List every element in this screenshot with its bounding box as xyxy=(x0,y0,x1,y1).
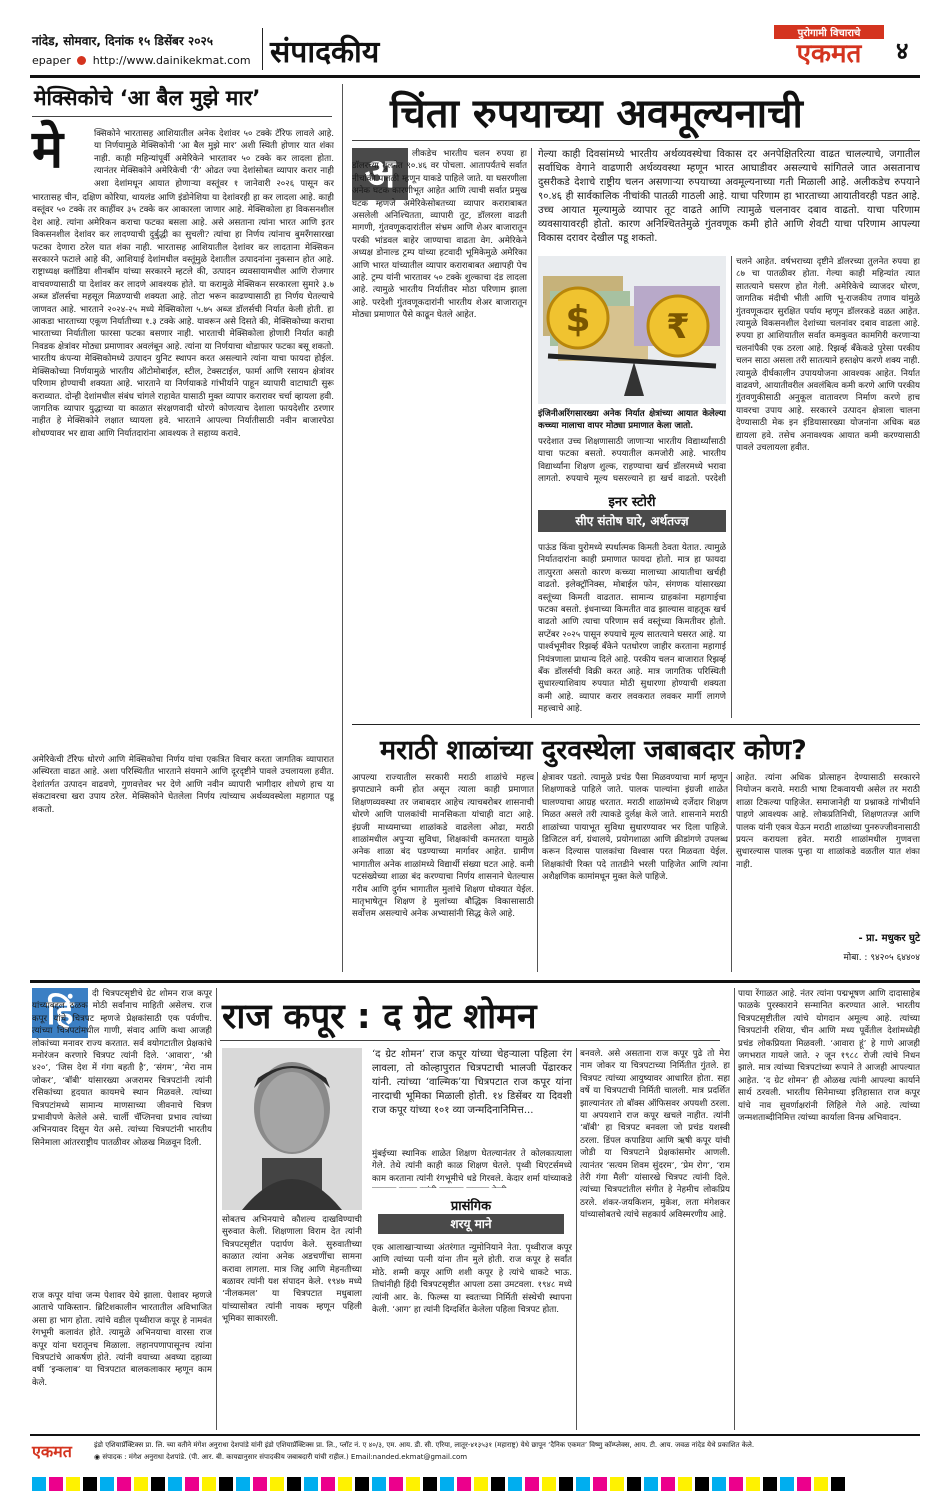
color-swatch xyxy=(491,1477,505,1491)
schools-signature: - प्रा. मधुकर घुटे xyxy=(858,933,920,944)
color-swatch xyxy=(389,1477,403,1491)
schools-col1: आपल्या राज्यातील सरकारी मराठी शाळांचे महत्त्व झपाट्याने कमी होत असून त्याला काही प्रमाणात शिक्षणव्यवस्था तर जबाबदार आहेच त्याचबरोबर शासनाची धोरणे आणि पालकांची मानसिकता यांचाही वाटा आहे. इंग्रजी माध्यमाच्या शाळांकडे वाढलेला ओढा, मराठी शाळांमधील अपुऱ्या सुविधा, शिक्षकांची कमतरता यामुळे अनेक शाळा बंद पडण्याच्या मार्गावर आहेत. ग्रामीण भागातील अनेक शाळांमध्ये विद्यार्थी संख्या घटत आहे. कमी पटसंख्येच्या शाळा बंद करण्याचा निर्णय शासनाने घेतल्यास गरीब आणि दुर्गम भागातील मुलांचे शिक्षण धोक्यात येईल. मातृभाषेतून शिक्षण हे मुलांच्या बौद्धिक विकासासाठी सर्वोत्तम असल्याचे अनेक अभ्यासांनी सिद्ध केले आहे. xyxy=(352,773,534,920)
top-story-col1: लीकडेच भारतीय चलन रुपया हा डॉलरच्या तुलनेत ९०.४६ वर पोचला. आतापर्यंतचे सर्वात नीचांकी पातळी म्हणून याकडे पाहिले जाते. या घसरणीला अनेक घटक कारणीभूत आहेत आणि त्याची सर्वात प्रमुख घटक म्हणजे अमेरिकेसोबतच्या व्यापार कराराबाबत असलेली अनिश्चितता, व्यापारी तूट, डॉलरला वाढती मागणी, गुंतवणूकदारांतील संभ्रम आणि शेअर बाजारातून परकी भांडवल बाहेर जाण्याचा वाढता वेग. अमेरिकेने अध्यक्ष डोनाल्ड ट्रम्प यांच्या हटवादी भूमिकेमुळे अमेरिका आणि भारत यांच्यातील व्यापार कराराबाबत अद्यापही पेच आहे. ट्रम्प यांनी भारतावर ५० टक्के शुल्काचा दंड लादला आहे. त्यामुळे भारतीय निर्यातीवर मोठा परिणाम झाला आहे. परदेशी गुंतवणूकदारांनी भारतीय शेअर बाजारातून मोठ्या प्रमाणात पैसे काढून घेतले आहेत. xyxy=(352,149,527,321)
color-swatch xyxy=(287,1477,301,1491)
left-dropcap: मे xyxy=(32,120,64,180)
left-tail: अमेरिकेची टॅरिफ धोरणे आणि मेक्सिकोचा निर्णय यांचा एकत्रित विचार करता जागतिक व्यापारात अस्थिरता वाढत आहे. अशा परिस्थितीत भारताने संयमाने आणि दूरदृष्टीने पावले उचलायला हवीत. देशांतर्गत उत्पादन वाढवणे, गुणवत्तेवर भर देणे आणि नवीन व्यापारी भागीदार शोधणे हाच या संकटावरचा खरा उपाय ठरेल. मेक्सिकोने घेतलेला निर्णय त्यांच्याच अर्थव्यवस्थेला महागात पडू शकतो. xyxy=(32,755,334,815)
rupee-illustration xyxy=(538,256,726,404)
raj-col1: दी चित्रपटसृष्टीचे ग्रेट शोमन राज कपूर यांच्याबद्दल ठळक मोठी सर्वांनाच माहिती असेलच. राज कपूर यांचे चित्रपट म्हणजे प्रेक्षकांसाठी एक पर्वणीच. त्यांच्या चित्रपटांमधील गाणी, संवाद आणि कथा आजही लोकांच्या मनावर राज्य करतात. सर्व वयोगटातील प्रेक्षकांचे मनोरंजन करणारे चित्रपट त्यांनी दिले. ‘आवारा’, ‘श्री ४२०’, ‘जिस देश में गंगा बहती है’, ‘संगम’, ‘मेरा नाम जोकर’, ‘बॉबी’ यांसारख्या अजरामर चित्रपटांनी त्यांनी रसिकांच्या हृदयात कायमचे स्थान मिळवले. त्यांच्या चित्रपटांमध्ये सामान्य माणसाच्या जीवनाचे चित्रण प्रभावीपणे केलेले असे. चार्ली चॅप्लिनचा प्रभाव त्यांच्या अभिनयावर दिसून येत असे. त्यांच्या चित्रपटांनी भारतीय सिनेमाला आंतरराष्ट्रीय पातळीवर ओळख मिळवून दिली. xyxy=(32,989,212,1148)
epaper-label: epaper xyxy=(32,54,71,67)
color-swatch xyxy=(219,1477,233,1491)
color-swatch xyxy=(117,1477,131,1491)
left-body: भारतासह चीन, दक्षिण कोरिया, थायलंड आणि इंडोनेशिया या देशांवरही हा कर लादला आहे. काही वस्तूंवर ५० टक्के तर काहींवर ३५ टक्के कर आकारला जाणार आहे. मेक्सिकोला हा विकसनशील देश आहे. त्यांना अमेरिकन कराचा फटका बसला आहे. असे असताना त्यांना भारत आणि इतर विकसनशील देशांवर कर लादण्याची दुर्बुद्धी का सुचली? त्यांचा हा निर्णय त्यांनाच बुमरँगसारखा फटका देणारा ठरेल यात शंका नाही. भारतासह आशियातील देशांवर कर लादताना मेक्सिकन सरकारने फटाले आहे की, आशियाई देशांमधील वस्तूंमुळे देशातील उत्पादनांना नुकसान होत आहे. राष्ट्राध्यक्ष क्लॉडिया शीनबॉम यांच्या सरकारने म्हटले की, उत्पादन व्यवसायामधील आणि रोजगार वाचवण्यासाठी या देशांवर कर लादणे आवश्यक होते. या करामुळे मेक्सिकन सरकारला सुमारे ३.७ अब्ज डॉलर्सचा महसूल मिळण्याची शक्यता आहे. तोटा भरून काढण्यासाठी हा निर्णय घेतल्याचे जाणवत आहे. भारताने २०२४-२५ मध्ये मेक्सिकोला ५.७५ अब्ज डॉलर्सची निर्यात केली होती. हा आकडा भारताच्या एकूण निर्यातीच्या १.३ टक्के आहे. यावरून असे दिसते की, मेक्सिकोच्या कराचा भारताच्या निर्यातीला फारसा फटका बसणार नाही. भारताची मेक्सिकोला होणारी निर्यात काही निवडक क्षेत्रांवर मोठ्या प्रमाणावर अवलंबून आहे. त्यांना या निर्णयाचा थोडाफार फटका बसू शकतो. भारतीय कंपन्या मेक्सिकोमध्ये उत्पादन युनिट स्थापन करत असल्याने त्यांना याचा फायदा होईल. मेक्सिकोच्या निर्णयामुळे भारतीय ऑटोमोबाईल, स्टील, टेक्सटाईल, फार्मा आणि रसायन क्षेत्रांवर परिणाम होण्याची शक्यता आहे. भारताने या निर्णयाकडे गांभीर्याने पाहून व्यापारी वाटाघाटी सुरू कराव्यात. दोन्ही देशांमधील संबंध चांगले राहावेत यासाठी मुक्त व्यापार करारावर चर्चा व्हायला हवी. जागतिक व्यापार युद्धाच्या या काळात संरक्षणवादी धोरणे कोणत्याच देशाला फायदेशीर ठरणार नाहीत हे मेक्सिकोने लक्षात घ्यायला हवे. भारताने आपल्या निर्यातीसाठी नवीन बाजारपेठा शोधण्यावर भर द्यावा आणि निर्यातदारांना आवश्यक ते सहाय्य करावे. xyxy=(32,193,334,439)
raj-col1b: राज कपूर यांचा जन्म पेशावर येथे झाला. पेशावर म्हणजे आताचे पाकिस्तान. ब्रिटिशकालीन भारतातील अविभाजित असा हा भाग होता. त्यांचे वडील पृथ्वीराज कपूर हे नामवंत रंगभूमी कलावंत होते. त्यामुळे अभिनयाचा वारसा राज कपूर यांना घरातूनच मिळाला. लहानपणापासूनच त्यांना चित्रपटांचे आकर्षण होते. त्यांनी वयाच्या अवघ्या दहाव्या वर्षी ‘इन्कलाब’ या चित्रपटात बालकलाकार म्हणून काम केले. xyxy=(32,1291,212,1388)
top-story-lead: गेल्या काही दिवसांमध्ये भारतीय अर्थव्यवस्थेचा विकास दर अनपेक्षितरित्या वाढत चालल्याचे, जगातील सर्वाधिक वेगाने वाढणारी अर्थव्यवस्था म्हणून भारत आघाडीवर असल्याचे सांगितले जात असतानाच दुसरीकडे देशाचे राष्ट्रीय चलन असणाऱ्या रुपयाच्या अवमूल्यनाच्या गती मिळाली आहे. अलीकडेच रुपयाने ९०.४६ ही सार्वकालिक नीचांकी पातळी गाठली आहे. याचा परिणाम हा भारताच्या आयातीवरही पडत आहे. उच्च आयात मूल्यामुळे व्यापार तूट वाढते आणि त्यामुळे चलनावर दबाव वाढतो. याचा परिणाम व्यवसायावरही होतो. कारण अनिश्चिततेमुळे गुंतवणूक कमी होते आणि शेवटी याचा परिणाम आपल्या विकास दरावर देखील पडू शकतो. xyxy=(538,149,920,244)
raj-col3: बनवले. असे असताना राज कपूर पुढे तो मेरा नाम जोकर या चित्रपटाच्या निर्मितीत गुंतले. हा चित्रपट त्यांच्या आयुष्यावर आधारित होता. सहा वर्षे या चित्रपटाची निर्मिती चालली. मात्र प्रदर्शित झाल्यानंतर तो बॉक्स ऑफिसवर अपयशी ठरला. या अपयशाने राज कपूर खचले नाहीत. त्यांनी ‘बॉबी’ हा चित्रपट बनवला जो प्रचंड यशस्वी ठरला. डिंपल कपाडिया आणि ऋषी कपूर यांची जोडी या चित्रपटाने प्रेक्षकांसमोर आणली. त्यानंतर ‘सत्यम शिवम सुंदरम’, ‘प्रेम रोग’, ‘राम तेरी गंगा मैली’ यांसारखे चित्रपट त्यांनी दिले. त्यांच्या चित्रपटांतील संगीत हे नेहमीच लोकप्रिय ठरले. शंकर-जयकिशन, मुकेश, लता मंगेशकर यांच्यासोबतचे त्यांचे सहकार्य अविस्मरणीय आहे. xyxy=(580,1049,730,1221)
schools-phone: मोबा. : ९४२०५ ६४४०४ xyxy=(843,953,920,963)
color-swatch xyxy=(423,1477,437,1491)
section-title: संपादकीय xyxy=(270,35,380,70)
schools-col2: क्षेत्रावर पडतो. त्यामुळे प्रचंड पैसा मिळवण्याचा मार्ग म्हणून शिक्षणाकडे पाहिले जाते. पालक पाल्यांना इंग्रजी शाळेत घालण्याचा आग्रह धरतात. मराठी शाळांमध्ये दर्जेदार शिक्षण मिळत असले तरी त्याकडे दुर्लक्ष केले जाते. शासनाने मराठी शाळांच्या पायाभूत सुविधा सुधारण्यावर भर दिला पाहिजे. डिजिटल वर्ग, ग्रंथालये, प्रयोगशाळा आणि क्रीडांगणे उपलब्ध करून दिल्यास पालकांचा विश्वास परत मिळवता येईल. शिक्षकांची रिक्त पदे तातडीने भरली पाहिजेत आणि त्यांना अशैक्षणिक कामांमधून मुक्त केले पाहिजे. xyxy=(542,773,728,883)
dateline: नांदेड, सोमवार, दिनांक १५ डिसेंबर २०२५ xyxy=(32,34,213,48)
raj-col2a: मुंबईच्या स्थानिक शाळेत शिक्षण घेतल्यानंतर ते कोलकात्याला गेले. तेथे त्यांनी काही काळ शिक्षण घेतले. पृथ्वी थिएटर्समध्ये काम करताना त्यांनी रंगभूमीचे धडे गिरवले. केदार शर्मा यांच्याकडे xyxy=(372,1149,572,1184)
color-swatch xyxy=(440,1477,454,1491)
color-swatch xyxy=(372,1477,386,1491)
inner-story-label: इनर स्टोरी xyxy=(608,495,656,510)
color-swatch xyxy=(185,1477,199,1491)
color-swatch xyxy=(780,1477,794,1491)
color-swatch xyxy=(151,1477,165,1491)
color-swatch xyxy=(49,1477,63,1491)
epaper-dot-icon xyxy=(77,56,86,65)
raj-pull-quote: ‘द ग्रेट शोमन’ राज कपूर यांच्या चेहऱ्याला पहिला रंग लावला, तो कोल्हापुरात चित्रपटाची भालजी पेंढारकर यांनी. त्यांच्या ‘वाल्मिक’या चित्रपटात राज कपूर यांना नारदाची भूमिका मिळाली होती. १४ डिसेंबर या दिवशी राज कपूर यांच्या १०१ व्या जन्मदिनानिमित्त... xyxy=(372,1049,572,1116)
schools-headline: मराठी शाळांच्या दुरवस्थेला जबाबदार कोण? xyxy=(380,735,807,766)
color-swatch xyxy=(168,1477,182,1491)
top-story-col4: चलने आहेत. वर्षभराच्या दृष्टीने डॉलरच्या तुलनेत रुपया हा ८७ चा पातळीवर होता. गेल्या काही महिन्यांत त्यात सातत्याने घसरण होत गेली. अमेरिकेचे व्याजदर धोरण, जागतिक मंदीची भीती आणि भू-राजकीय तणाव यांमुळे गुंतवणूकदार सुरक्षित पर्याय म्हणून डॉलरकडे वळत आहेत. त्यामुळे विकसनशील देशांच्या चलनांवर दबाव वाढला आहे. रुपया हा आशियातील सर्वात कमकुवत कामगिरी करणाऱ्या चलनांपैकी एक ठरला आहे. रिझर्व्ह बँकेकडे पुरेसा परकीय चलन साठा असला तरी सातत्याने हस्तक्षेप करणे शक्य नाही. त्यामुळे दीर्घकालीन उपाययोजना आवश्यक आहेत. निर्यात वाढवणे, आयातीवरील अवलंबित्व कमी करणे आणि परकीय गुंतवणुकीसाठी अनुकूल वातावरण निर्माण करणे हाच यावरचा उपाय आहे. सरकारने उत्पादन क्षेत्राला चालना देण्यासाठी मेक इन इंडियासारख्या योजनांना अधिक बळ द्यायला हवे. तसेच अनावश्यक आयात कमी करण्यासाठी पावले उचलायला हवीत. xyxy=(736,257,920,454)
top-story-dropcap: अ xyxy=(352,148,408,200)
color-swatch xyxy=(661,1477,675,1491)
color-swatch xyxy=(457,1477,471,1491)
color-swatch xyxy=(746,1477,760,1491)
portrait-photo-icon xyxy=(222,1048,362,1210)
color-swatch xyxy=(610,1477,624,1491)
color-swatch xyxy=(304,1477,318,1491)
page-number: ४ xyxy=(896,37,909,65)
svg-text:$: $ xyxy=(565,299,591,340)
color-swatch xyxy=(134,1477,148,1491)
color-swatch xyxy=(338,1477,352,1491)
epaper-url[interactable]: http://www.dainikekmat.com xyxy=(92,54,251,67)
brand-name: एकमत xyxy=(796,39,862,69)
left-intro: क्सिकोने भारतासह आशियातील अनेक देशांवर ५० टक्के टॅरिफ लावले आहे. या निर्णयामुळे मेक्सिकोनी ‘आ बैल मुझे मार’ अशी स्थिती होणार यात शंका नाही. काही महिन्यांपूर्वी अमेरिकेने भारतावर ५० टक्के कर लादला होता. त्यानंतर मेक्सिकोने अमेरिकेची ‘री’ ओढत ज्या देशांसोबत व्यापार करार नाही अशा देशांमधून आयात होणाऱ्या वस्तूंवर १ जानेवारी २०२६ पासून कर xyxy=(94,129,334,189)
color-swatch xyxy=(508,1477,522,1491)
brand-tagline: पुरोगामी विचाराचे xyxy=(774,25,884,39)
prasangik-box xyxy=(378,1196,564,1236)
color-swatch xyxy=(831,1477,845,1491)
color-swatch xyxy=(66,1477,80,1491)
raj-dropcap: हिं xyxy=(32,988,88,1038)
color-swatch xyxy=(270,1477,284,1491)
color-swatch xyxy=(100,1477,114,1491)
color-swatch xyxy=(355,1477,369,1491)
color-swatch xyxy=(644,1477,658,1491)
footer-imprint: इंडो एशियाप्रॅक्टिक्स प्रा. लि. च्या वतीने मंगेश अनुराधा देशपांडे यांनी इंडो एशियाप्रॅक्टिक्स प्रा. लि., प्लॉट नं. ए ४०/३, एम. आय. डी. सी. एरिया, लातूर-४१३५३१ (महाराष्ट्र) येथे छापून ‘दैनिक एकमत’ विष्णु कॉम्प्लेक्स, आय. टी. आय. जवळ नांदेड येथे प्रकाशित केले. xyxy=(94,1441,755,1449)
color-swatch xyxy=(576,1477,590,1491)
color-swatch xyxy=(525,1477,539,1491)
color-swatch xyxy=(712,1477,726,1491)
color-swatch xyxy=(542,1477,556,1491)
top-story-headline: चिंता रुपयाच्या अवमूल्यनाची xyxy=(390,91,803,137)
color-swatch xyxy=(474,1477,488,1491)
footer-editor-line: ◉ संपादक : मंगेश अनुराधा देशपांडे. (पी. आर. बी. कायद्यानुसार संपादकीय जबाबदारी यांची राहील.) Email:nanded.ekmat@gmail.com xyxy=(94,1453,468,1461)
top-story-col3b: पाऊंड किंवा युरोमध्ये स्पर्धात्मक किमती ठेवता येतात. त्यामुळे निर्यातदारांना काही प्रमाणात फायदा होतो. मात्र हा फायदा तात्पुरता असतो कारण कच्च्या मालाच्या आयातीचा खर्चही वाढतो. इलेक्ट्रॉनिक्स, मोबाईल फोन, संगणक यांसारख्या वस्तूंच्या किमती वाढतात. सामान्य ग्राहकांना महागाईचा फटका बसतो. इंधनाच्या किमतीत वाढ झाल्यास वाहतूक खर्च वाढतो आणि त्याचा परिणाम सर्व वस्तूंच्या किमतीवर होतो. सप्टेंबर २०२५ पासून रुपयाचे मूल्य सातत्याने घसरत आहे. या पार्श्वभूमीवर रिझर्व्ह बँकेने पतधोरण जाहीर करताना महागाई नियंत्रणाला प्राधान्य दिले आहे. परकीय चलन बाजारात रिझर्व्ह बँक डॉलर्सची विक्री करत आहे. मात्र जागतिक परिस्थिती सुधारल्याशिवाय रुपयात मोठी सुधारणा होण्याची शक्यता कमी आहे. व्यापार करार लवकरात लवकर मार्गी लागणे महत्त्वाचे आहे. xyxy=(538,543,726,715)
color-swatch xyxy=(814,1477,828,1491)
raj-headline: राज कपूर : द ग्रेट शोमन xyxy=(222,997,537,1037)
color-swatch xyxy=(321,1477,335,1491)
color-swatch xyxy=(797,1477,811,1491)
epaper-row xyxy=(32,54,251,67)
inner-story-author: सीए संतोष घारे, अर्थतज्ज्ञ xyxy=(538,510,726,532)
left-headline: मेक्सिकोचे ‘आ बैल मुझे मार’ xyxy=(34,86,261,110)
top-story-col3: परदेशात उच्च शिक्षणासाठी जाणाऱ्या भारतीय विद्यार्थ्यांसाठी याचा फटका बसतो. रुपयातील कमजोरी आहे. भारतीय विद्यार्थ्यांना शिक्षण शुल्क, राहण्याचा खर्च डॉलरमध्ये भरावा लागतो. रुपयाचे मूल्य घसरल्याने हा खर्च वाढतो. परदेशी xyxy=(538,437,726,485)
color-swatch xyxy=(236,1477,250,1491)
svg-text:₹: ₹ xyxy=(666,307,690,347)
raj-col1c: सोबतच अभिनयाचे कौशल्य दाखविण्याची सुरुवात केली. शिक्षणाला विराम देत त्यांनी चित्रपटसृष्टीत पदार्पण केले. सुरुवातीच्या काळात त्यांना अनेक अडचणींचा सामना करावा लागला. मात्र जिद्द आणि मेहनतीच्या बळावर त्यांनी यश संपादन केले. १९४७ मध्ये ‘नीलकमल’ या चित्रपटात मधुबाला यांच्यासोबत त्यांनी नायक म्हणून पहिली भूमिका साकारली. xyxy=(222,1215,362,1325)
color-swatch xyxy=(202,1477,216,1491)
prasangik-label: प्रासंगिक xyxy=(450,1199,492,1214)
color-swatch xyxy=(32,1477,46,1491)
color-swatch xyxy=(83,1477,97,1491)
schools-col3: आहेत. त्यांना अधिक प्रोत्साहन देण्यासाठी सरकारने नियोजन करावे. मराठी भाषा टिकवायची असेल तर मराठी शाळा टिकल्या पाहिजेत. समाजानेही या प्रश्नाकडे गांभीर्याने पाहणे आवश्यक आहे. लोकप्रतिनिधी, शिक्षणतज्ज्ञ आणि पालक यांनी एकत्र येऊन मराठी शाळांच्या पुनरुज्जीवनासाठी प्रयत्न करायला हवेत. मराठी शाळांमधील गुणवत्ता सुधारल्यास पालक पुन्हा या शाळांकडे वळतील यात शंका नाही. xyxy=(736,773,920,870)
color-swatch xyxy=(627,1477,641,1491)
color-swatch xyxy=(729,1477,743,1491)
raj-kapoor-portrait xyxy=(222,1048,362,1210)
color-swatch xyxy=(678,1477,692,1491)
rupee-scale-icon xyxy=(538,256,726,404)
footer-brand: एकमत xyxy=(32,1442,72,1461)
color-swatch xyxy=(559,1477,573,1491)
raj-col4: पाया रेंगाळत आहे. नंतर त्यांना पद्मभूषण आणि दादासाहेब फाळके पुरस्काराने सन्मानित करण्यात आले. भारतीय चित्रपटसृष्टीतील त्यांचे योगदान अमूल्य आहे. त्यांच्या चित्रपटांनी रशिया, चीन आणि मध्य पूर्वेतील देशांमध्येही प्रचंड लोकप्रियता मिळवली. ‘आवारा हूं’ हे गाणे आजही जगभरात गायले जाते. २ जून १९८८ रोजी त्यांचे निधन झाले. मात्र त्यांच्या चित्रपटांच्या रूपाने ते आजही आपल्यात आहेत. ‘द ग्रेट शोमन’ ही ओळख त्यांनी आपल्या कार्याने सार्थ ठरवली. भारतीय सिनेमाच्या इतिहासात राज कपूर यांचे नाव सुवर्णाक्षरांनी लिहिले गेले आहे. त्यांच्या जन्मशताब्दीनिमित्त त्यांच्या कार्याला विनम्र अभिवादन. xyxy=(738,989,920,1124)
color-swatch xyxy=(406,1477,420,1491)
color-swatch xyxy=(593,1477,607,1491)
raj-col2b: एक आलाखाऱ्याच्या अंतरंगात न्युमोनियाने नेता. पृथ्वीराज कपूर आणि त्यांच्या पत्नी यांना तीन मुले होती. राज कपूर हे सर्वांत मोठे. शम्मी कपूर आणि शशी कपूर हे त्यांचे धाकटे भाऊ. तिघांनीही हिंदी चित्रपटसृष्टीत आपला ठसा उमटवला. १९४८ मध्ये त्यांनी आर. के. फिल्म्स या स्वतःच्या निर्मिती संस्थेची स्थापना केली. ‘आग’ हा त्यांनी दिग्दर्शित केलेला पहिला चित्रपट होता. xyxy=(372,1243,572,1316)
top-story-image-caption: इंजिनीअरिंगसारख्या अनेक निर्यात क्षेत्रांच्या आयात केलेल्या कच्च्या मालाचा वापर मोठ्या प्रमाणात केला जातो. xyxy=(538,409,726,432)
prasangik-author: शरयू माने xyxy=(378,1214,564,1234)
color-swatch xyxy=(695,1477,709,1491)
color-swatch xyxy=(253,1477,267,1491)
brand-logo xyxy=(774,25,884,73)
inner-story-box xyxy=(538,492,726,536)
color-registration-bar xyxy=(32,1476,920,1492)
color-swatch xyxy=(763,1477,777,1491)
